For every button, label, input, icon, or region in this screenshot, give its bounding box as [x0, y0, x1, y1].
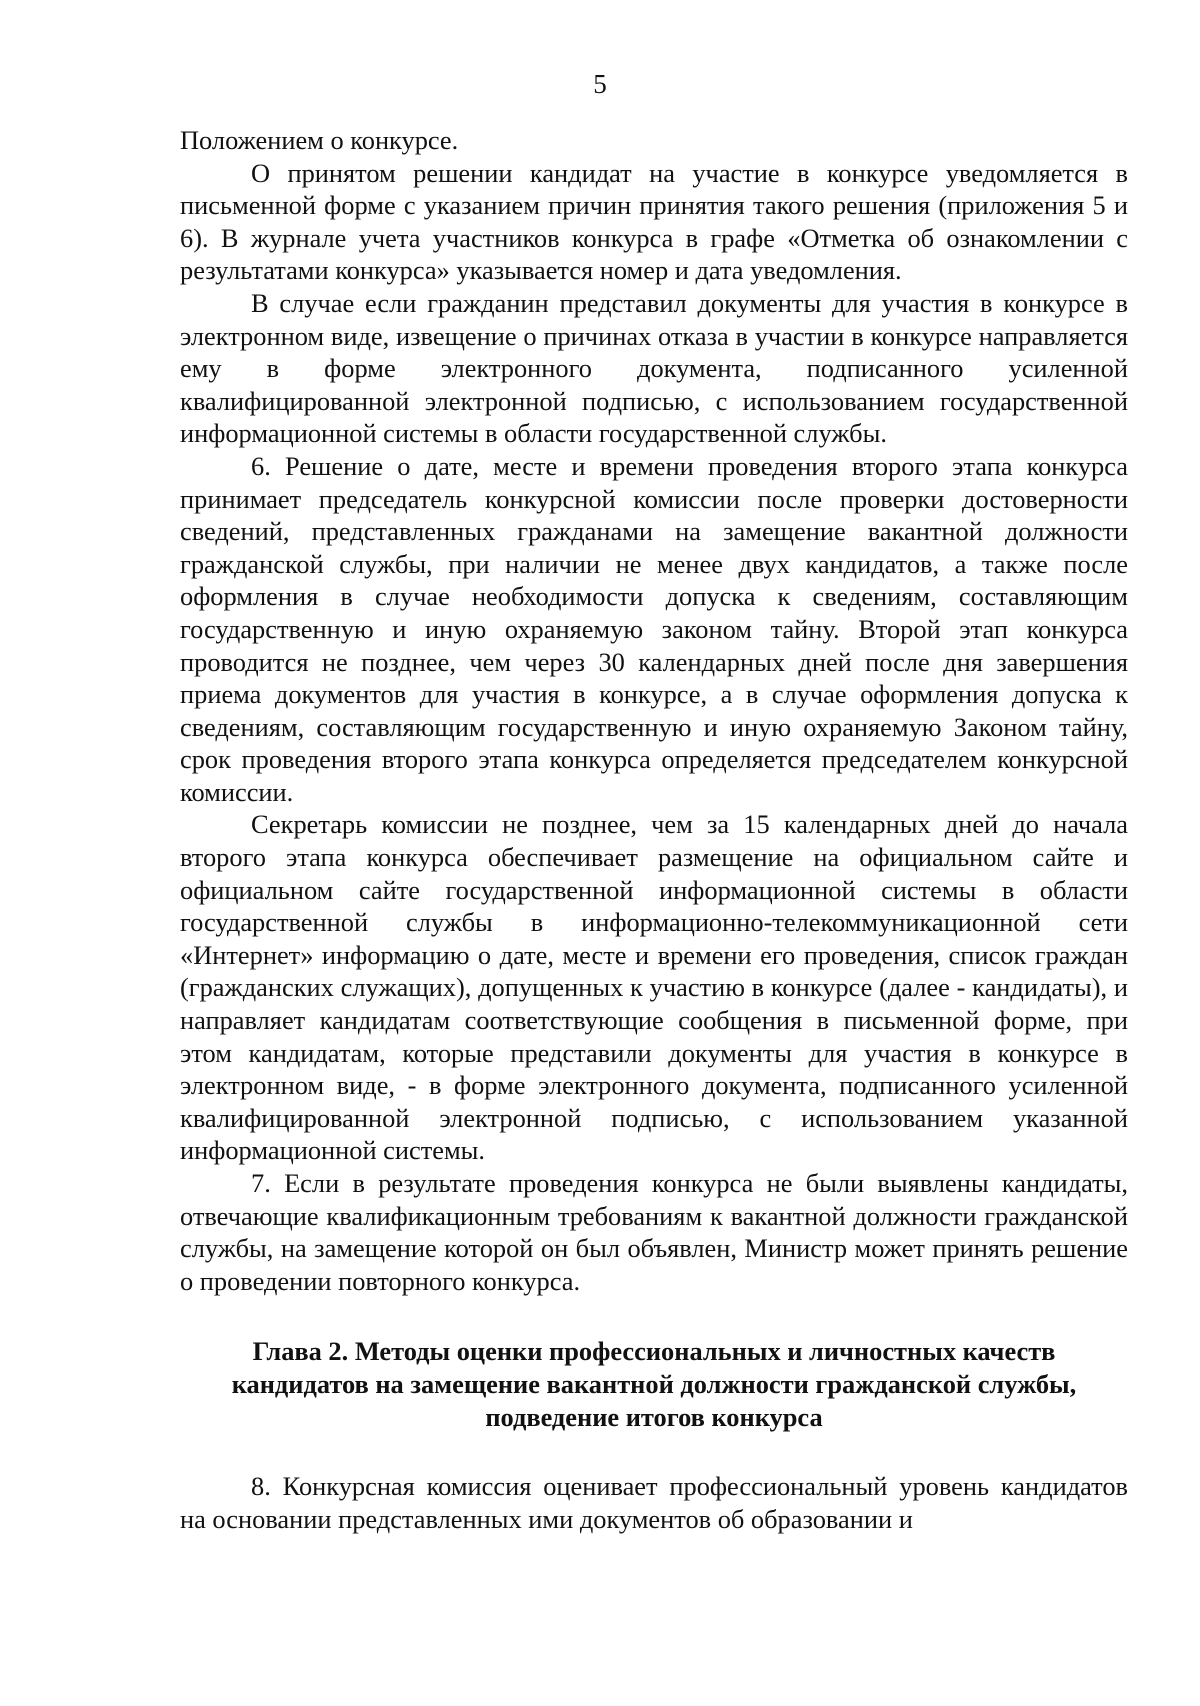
paragraph-item-7: 7. Если в результате проведения конкурса не были выявлены кандидаты, отвечающие квалификационным требованиям к вакантной должности гражданской службы, на замещение которой он был объявлен, Министр может принять решение о проведении повторного конкурса.: [180, 1168, 1128, 1296]
chapter-heading-line-2: кандидатов на замещение вакантной должности гражданской службы,: [231, 1369, 1077, 1400]
paragraph-continuation: Положением о конкурсе.: [180, 125, 459, 155]
chapter-heading: [180, 1335, 1128, 1434]
paragraph-item-8: 8. Конкурсная комиссия оценивает профессиональный уровень кандидатов на основании представленных ими документов об образовании и: [180, 1471, 1128, 1534]
document-body: [180, 124, 1128, 1536]
page-number: 5: [593, 69, 607, 99]
paragraph-item-6: 6. Решение о дате, месте и времени проведения второго этапа конкурса принимает председатель конкурсной комиссии после проверки достоверности сведений, представленных гражданами на замещение вакантной должности гражданской службы, при наличии не менее двух кандидатов, а также после оформления в случае необходимости допуска к сведениям, составляющим государственную и иную охраняемую законом тайну. Второй этап конкурса проводится не позднее, чем через 30 календарных дней после дня завершения приема документов для участия в конкурсе, а в случае оформления допуска к сведениям, составляющим государственную и иную охраняемую Законом тайну, срок проведения второго этапа конкурса определяется председателем конкурсной комиссии.: [180, 450, 1128, 807]
paragraph-electronic-notice: В случае если гражданин представил документы для участия в конкурсе в электронном виде, извещение о причинах отказа в участии в конкурсе направляется ему в форме электронного документа, подписанного усиленной квалифицированной электронной подписью, с использованием государственной информационной системы в области государственной службы.: [180, 287, 1128, 449]
chapter-heading-line-3: подведение итогов конкурса: [485, 1402, 823, 1433]
paragraph-decision-notice: О принятом решении кандидат на участие в конкурсе уведомляется в письменной форме с указанием причин принятия такого решения (приложения 5 и 6). В журнале учета участников конкурса в графе «Отметка об ознакомлении с результатами конкурса» указывается номер и дата уведомления.: [180, 157, 1128, 286]
chapter-heading-line-1: Глава 2. Методы оценки профессиональных и личностных качеств: [252, 1336, 1056, 1367]
paragraph-secretary: Секретарь комиссии не позднее, чем за 15 календарных дней до начала второго этапа конкурса обеспечивает размещение на официальном сайте и официальном сайте государственной информационной системы в области государственной службы в информационно-телекоммуникационной сети «Интернет» информацию о дате, месте и времени его проведения, список граждан (гражданских служащих), допущенных к участию в конкурсе (далее - кандидаты), и направляет кандидатам соответствующие сообщения в письменной форме, при этом кандидатам, которые представили документы для участия в конкурсе в электронном виде, - в форме электронного документа, подписанного усиленной квалифицированной электронной подписью, с использованием указанной информационной системы.: [180, 809, 1128, 1166]
